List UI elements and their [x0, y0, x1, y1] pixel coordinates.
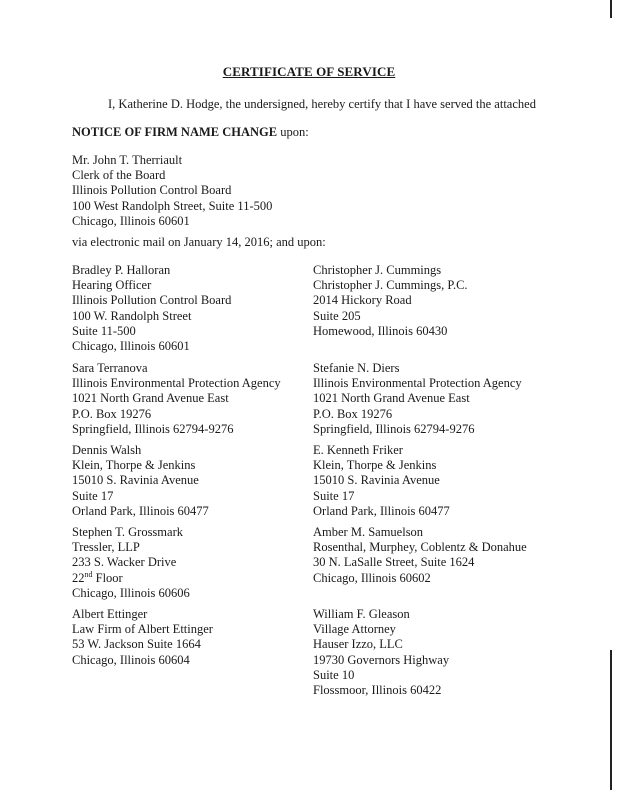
address-line-floor: 22nd Floor: [72, 569, 123, 585]
address-line: Klein, Thorpe & Jenkins: [72, 458, 196, 473]
address-line: 233 S. Wacker Drive: [72, 555, 177, 570]
address-line: 2014 Hickory Road: [313, 293, 412, 308]
address-line: Springfield, Illinois 62794-9276: [313, 421, 475, 436]
address-line: Suite 205: [313, 308, 361, 323]
recipient-block-left: [72, 443, 209, 519]
address-line: Stefanie N. Diers: [313, 361, 400, 375]
address-line: Sara Terranova: [72, 361, 148, 375]
address-line: 53 W. Jackson Suite 1664: [72, 637, 201, 652]
address-line: Clerk of the Board: [72, 168, 166, 183]
address-line: William F. Gleason: [313, 607, 410, 621]
address-line: Stephen T. Grossmark: [72, 525, 183, 539]
address-line: Suite 17: [72, 488, 114, 503]
recipient-block-right: [313, 361, 522, 437]
address-line: Illinois Environmental Protection Agency: [313, 376, 522, 391]
address-line: Hearing Officer: [72, 278, 152, 293]
address-line: Law Firm of Albert Ettinger: [72, 622, 213, 637]
address-line: Albert Ettinger: [72, 607, 148, 621]
address-line: Amber M. Samuelson: [313, 525, 424, 539]
address-line: Rosenthal, Murphey, Coblentz & Donahue: [313, 540, 527, 555]
address-line: 15010 S. Ravinia Avenue: [313, 473, 440, 488]
recipient-block-right: [313, 607, 449, 698]
address-line: Christopher J. Cummings, P.C.: [313, 278, 468, 293]
address-line: Hauser Izzo, LLC: [313, 637, 403, 652]
address-line: Illinois Environmental Protection Agency: [72, 376, 281, 391]
intro-paragraph: I, Katherine D. Hodge, the undersigned, hereby certify that I have served the attached: [108, 97, 536, 111]
address-line: Chicago, Illinois 60602: [313, 570, 431, 585]
service-line: via electronic mail on January 14, 2016; and upon:: [72, 235, 326, 249]
address-line: 19730 Governors Highway: [313, 652, 450, 667]
address-line: Orland Park, Illinois 60477: [72, 503, 209, 518]
notice-line: [72, 125, 309, 140]
address-line: E. Kenneth Friker: [313, 443, 403, 457]
address-line: Illinois Pollution Control Board: [72, 293, 232, 308]
address-line: Flossmoor, Illinois 60422: [313, 682, 442, 697]
address-line: Village Attorney: [313, 622, 396, 637]
address-line: Bradley P. Halloran: [72, 263, 171, 277]
address-line: Chicago, Illinois 60604: [72, 652, 190, 667]
recipient-block-right: [313, 443, 450, 519]
recipient-block-left: [72, 263, 231, 354]
address-line: 15010 S. Ravinia Avenue: [72, 473, 199, 488]
address-line: Mr. John T. Therriault: [72, 153, 183, 167]
scan-edge-line-bottom: [610, 650, 612, 790]
notice-upon: upon:: [277, 125, 309, 139]
recipient-block-left: [72, 525, 190, 601]
address-line: Chicago, Illinois 60601: [72, 338, 190, 353]
address-line: Homewood, Illinois 60430: [313, 323, 448, 338]
address-line: Suite 10: [313, 667, 355, 682]
address-line: 100 W. Randolph Street: [72, 308, 192, 323]
address-line: Christopher J. Cummings: [313, 263, 442, 277]
scan-edge-line-top: [610, 0, 612, 18]
address-line: Suite 11-500: [72, 323, 136, 338]
recipient-block-right: [313, 525, 527, 586]
address-line: Illinois Pollution Control Board: [72, 183, 232, 198]
address-line: Klein, Thorpe & Jenkins: [313, 458, 437, 473]
document-title: CERTIFICATE OF SERVICE: [222, 64, 396, 79]
address-line: Suite 17: [313, 488, 355, 503]
first-recipient-block: [72, 153, 272, 229]
address-line: Dennis Walsh: [72, 443, 142, 457]
address-line: 1021 North Grand Avenue East: [313, 391, 470, 406]
notice-title: NOTICE OF FIRM NAME CHANGE: [72, 125, 278, 139]
address-line: P.O. Box 19276: [72, 406, 152, 421]
address-line: Orland Park, Illinois 60477: [313, 503, 450, 518]
address-line: 1021 North Grand Avenue East: [72, 391, 229, 406]
address-line: Chicago, Illinois 60601: [72, 213, 190, 228]
address-line: 30 N. LaSalle Street, Suite 1624: [313, 555, 475, 570]
address-line: P.O. Box 19276: [313, 406, 393, 421]
recipient-block-left: [72, 607, 213, 668]
address-line: Springfield, Illinois 62794-9276: [72, 421, 234, 436]
recipient-block-right: [313, 263, 468, 339]
address-line: 100 West Randolph Street, Suite 11-500: [72, 198, 273, 213]
address-line: Tressler, LLP: [72, 540, 140, 555]
recipient-block-left: [72, 361, 281, 437]
address-line: Chicago, Illinois 60606: [72, 585, 190, 600]
